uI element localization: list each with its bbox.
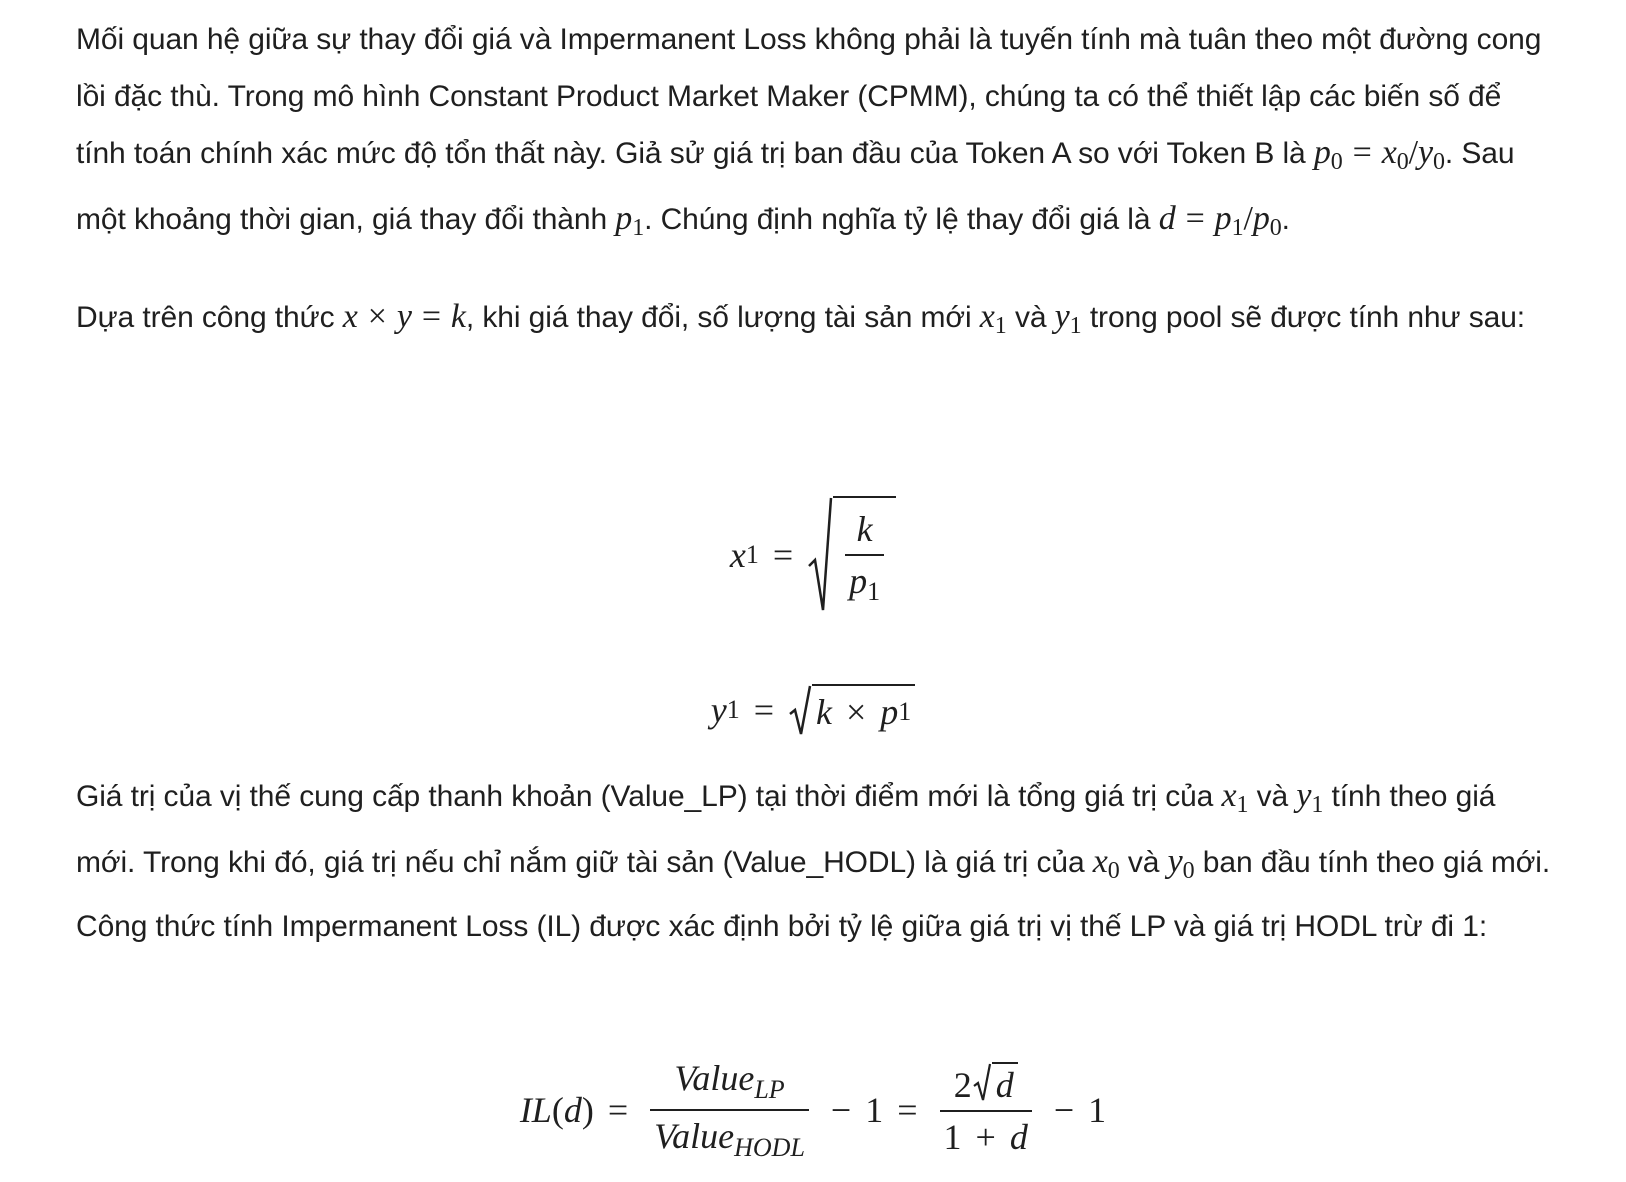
fraction-value-ratio: $\frac{Value_{LP}}{Value_{HODL}}$ — [650, 1057, 809, 1163]
fraction-two-sqrt-d: 2 d 1 + d — [940, 1062, 1032, 1158]
equation-y1: y 1 = k × p 1 — [0, 680, 1626, 740]
math-y1: $y_1$ — [1296, 777, 1324, 818]
sqrt-symbol — [807, 496, 896, 614]
math-x1: $x_1$ — [979, 298, 1007, 339]
text-segment: và — [1248, 780, 1297, 813]
text-segment: ban đầu tính theo giá mới. Công thức tính Impermanent Loss (IL) được xác định bởi tỷ lệ giữa giá trị vị thế LP và giá trị HODL trừ đi 1: — [76, 845, 1551, 943]
math-xyk: x × y = k — [342, 298, 466, 335]
math-d-expression: $d = p_1/p_0$ — [1158, 199, 1282, 241]
math-x0: $x_0$ — [1092, 842, 1120, 884]
paragraph-cpmm — [76, 289, 1556, 355]
text-segment: Dựa trên công thức — [76, 301, 343, 334]
paragraph-il-definition — [76, 768, 1556, 956]
text-segment: trong pool sẽ được tính như sau: — [1081, 301, 1526, 334]
sqrt-symbol: k × p 1 — [788, 684, 915, 736]
text-segment: . Chúng định nghĩa tỷ lệ thay đổi giá là — [644, 202, 1159, 236]
text-segment: tính theo giá mới. Trong khi đó, giá trị nếu chỉ nắm giữ tài sản (Value_HODL) là giá trị của — [76, 780, 1496, 879]
equation-x1: x 1 = $\frac{k}{p1}$ — [0, 495, 1626, 615]
sqrt-symbol: d — [972, 1062, 1018, 1106]
article-body-lower — [76, 768, 1556, 956]
math-y1: $y_1$ — [1054, 298, 1082, 339]
text-segment: . — [1281, 202, 1290, 236]
text-segment: và — [1119, 845, 1168, 879]
text-segment: và — [1006, 301, 1055, 334]
math-y0: $y_0$ — [1167, 842, 1195, 884]
math-x1: $x_1$ — [1221, 777, 1249, 818]
text-segment: , khi giá thay đổi, số lượng tài sản mới — [465, 301, 980, 334]
fraction-k-over-p1: $\frac{k}{p1}$ — [845, 508, 884, 607]
text-segment: Giá trị của vị thế cung cấp thanh khoản (Value_LP) tại thời điểm mới là tổng giá trị của — [76, 780, 1222, 813]
text-segment: Mối quan hệ giữa sự thay đổi giá và Impermanent Loss không phải là tuyến tính mà tuân theo một đường cong lồi đặc thù. Trong mô hình Constant Product Market Maker (CPMM), chúng ta có thể thiết lập các biến số để tính toán chính xác mức độ tổn thất này. Giả sử giá trị ban đầu của Token A so với Token B là — [76, 23, 1542, 170]
equation-impermanent-loss: IL ( d ) = $\frac{Value_{LP}}{Value_{HODL}}$ − 1 = 2 d 1 + d − 1 — [519, 1058, 1107, 1162]
paragraph-intro — [76, 12, 1556, 256]
text-segment: . Sau một khoảng thời gian, giá thay đổi thành — [76, 137, 1515, 236]
math-p1: $p_1$ — [615, 199, 645, 241]
article-body — [76, 12, 1556, 355]
math-p0-expression: $p_0 = x_0/y_0$ — [1313, 134, 1445, 175]
